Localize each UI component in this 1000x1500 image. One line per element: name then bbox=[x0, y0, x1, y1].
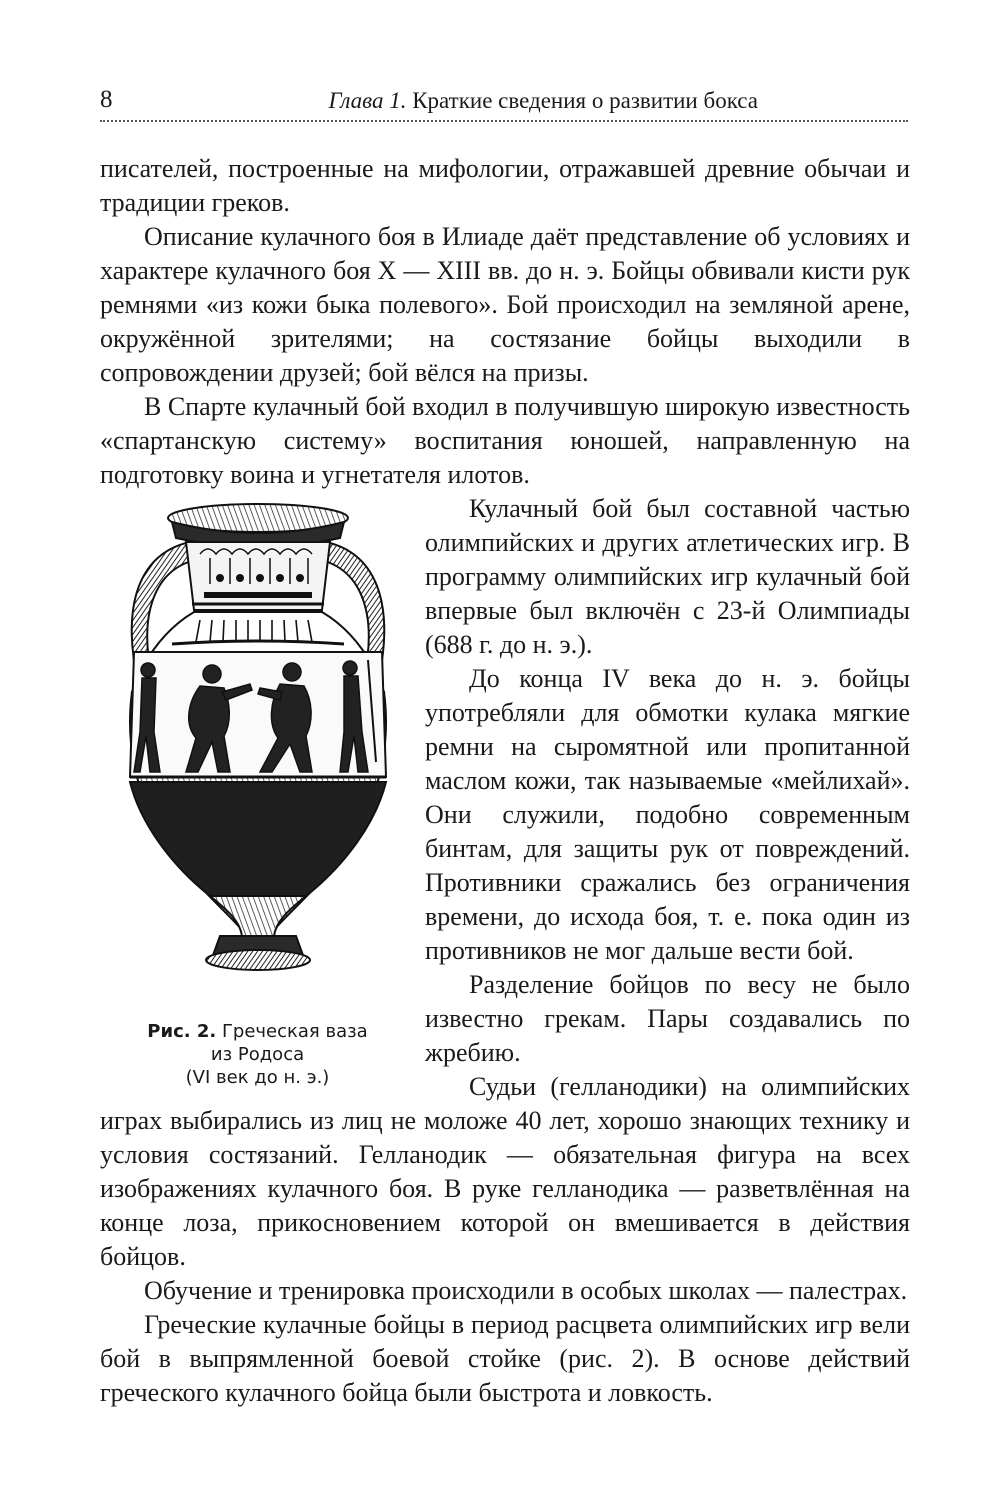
paragraph: Разделение бойцов по весу не было известно грекам. Пары создавались по жребию. bbox=[425, 970, 910, 1067]
caption-line-2: из Родоса bbox=[210, 1044, 305, 1065]
chapter-label: Глава 1. bbox=[328, 88, 407, 113]
figure-caption bbox=[100, 1020, 415, 1089]
page-header bbox=[100, 86, 908, 122]
paragraph: Обучение и тренировка происходили в особых школах — палестрах. bbox=[144, 1276, 908, 1305]
running-head bbox=[328, 88, 758, 114]
chapter-title: Краткие сведения о развитии бокса bbox=[406, 88, 758, 113]
caption-line-3: (VI век до н. э.) bbox=[185, 1067, 330, 1088]
figure-greek-vase bbox=[100, 492, 415, 1088]
figure-label: Рис. 2. bbox=[147, 1021, 217, 1042]
paragraph: Греческие кулачные бойцы в период расцвета олимпийских игр вели бой в выпрямленной боевой стойке (рис. 2). В основе действий греческого кулачного бойца были быстрота и ловкость. bbox=[100, 1310, 910, 1407]
greek-vase-illustration bbox=[100, 492, 415, 1012]
paragraph: Кулачный бой был составной частью олимпийских и других атлетических игр. В программу олимпийских игр кулачный бой впервые был включён с 23-й Олимпиады (688 г. до н. э.). bbox=[425, 494, 910, 659]
caption-line-1: Греческая ваза bbox=[216, 1021, 368, 1042]
page-number: 8 bbox=[100, 86, 113, 113]
paragraph: писателей, построенные на мифологии, отражавшей древние обычаи и традиции греков. bbox=[100, 154, 910, 217]
paragraph: До конца IV века до н. э. бойцы употребляли для обмотки кулака мягкие ремни на сыромятной или пропитанной маслом кожи, так называемые «мейлихай». Они служили, подобно современным бинтам, для защиты рук от повреждений. Противники сражались без ограничения времени, до исхода боя, т. е. пока один из противников не мог дальше вести бой. bbox=[425, 664, 910, 965]
body-text bbox=[100, 152, 910, 1410]
paragraph: Описание кулачного боя в Илиаде даёт представление об условиях и характере кулачного боя X — XIII вв. до н. э. Бойцы обвивали кисти рук ремнями «из кожи быка полевого». Бой происходил на земляной арене, окружённой зрителями; на состязание бойцы выходили в сопровождении друзей; бой вёлся на призы. bbox=[100, 222, 910, 387]
paragraph: В Спарте кулачный бой входил в получившую широкую известность «спартанскую систему» воспитания юношей, направленную на подготовку воина и угнетателя илотов. bbox=[100, 392, 910, 489]
paragraph: Судьи (гелланодики) на олимпийских играх выбирались из лиц не моложе 40 лет, хорошо знающих технику и условия состязаний. Гелланодик — обязательная фигура на всех изображениях кулачного боя. В руке гелланодика — разветвлённая на конце лоза, прикосновением которой он вмешивается в действия бойцов. bbox=[100, 1072, 910, 1271]
